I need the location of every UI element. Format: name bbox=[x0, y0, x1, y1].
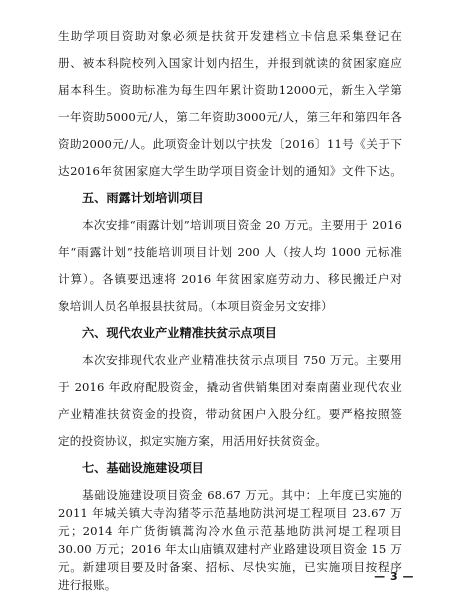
paragraph-line: 象培训人员名单报县扶贫局。（本项目资金另文安排） bbox=[58, 299, 333, 313]
section-heading-6: 六、现代农业产业精准扶贫示点项目 bbox=[82, 326, 277, 340]
paragraph-line: 册、被本科院校列入国家计划内招生，并报到就读的贫困家庭应 bbox=[58, 56, 402, 70]
section-heading-7: 七、基础设施建设项目 bbox=[82, 461, 204, 475]
paragraph-line: 于 2016 年政府配股资金，撬动省供销集团对秦南菌业现代农业 bbox=[58, 380, 402, 394]
page-number: — 3 — bbox=[374, 570, 414, 583]
paragraph-line: 30.00 万元；2016 年太山庙镇双建村产业路建设项目资金 15 万 bbox=[58, 542, 402, 556]
paragraph-line: 产业精准扶贫资金的投资，带动贫困户入股分红。要严格按照签 bbox=[58, 407, 402, 421]
paragraph-line: 定的投资协议，拟定实施方案，用活用好扶贫资金。 bbox=[58, 434, 327, 448]
paragraph-line: 资助2000元/人。此项资金计划以宁扶发〔2016〕11号《关于下 bbox=[58, 137, 402, 151]
paragraph-line: 本次安排现代农业产业精准扶贫示点项目 750 万元。主要用 bbox=[82, 353, 402, 367]
paragraph-line: 元。新建项目要及时备案、招标、尽快实施，已实施项目按程序 bbox=[58, 560, 402, 574]
paragraph-line: 基础设施建设项目资金 68.67 万元。其中：上年度已实施的 bbox=[82, 488, 402, 502]
paragraph-line: 一年资助5000元/人，第二年资助3000元/人，第三年和第四年各 bbox=[58, 110, 402, 124]
paragraph-line: 2011 年城关镇大寺沟猪苓示范基地防洪河堤工程项目 23.67 万 bbox=[58, 506, 402, 520]
paragraph-line: 元；2014 年广货街镇蒿沟冷水鱼示范基地防洪河堤工程项目 bbox=[58, 524, 402, 538]
paragraph-line: 年“雨露计划”技能培训项目计划 200 人（按人均 1000 元标准 bbox=[58, 245, 402, 259]
paragraph-line: 进行报账。 bbox=[58, 578, 117, 592]
section-heading-5: 五、雨露计划培训项目 bbox=[82, 191, 204, 205]
paragraph-line: 生助学项目资助对象必须是扶贫开发建档立卡信息采集登记在 bbox=[58, 29, 402, 43]
paragraph-line: 计算）。各镇要迅速将 2016 年贫困家庭劳动力、移民搬迁户对 bbox=[58, 272, 402, 286]
paragraph-line: 本次安排“雨露计划”培训项目资金 20 万元。主要用于 2016 bbox=[82, 218, 402, 232]
paragraph-line: 届本科生。资助标准为每生四年累计资助12000元，新生入学第 bbox=[58, 83, 402, 97]
paragraph-line: 达2016年贫困家庭大学生助学项目资金计划的通知》文件下达。 bbox=[58, 164, 402, 178]
